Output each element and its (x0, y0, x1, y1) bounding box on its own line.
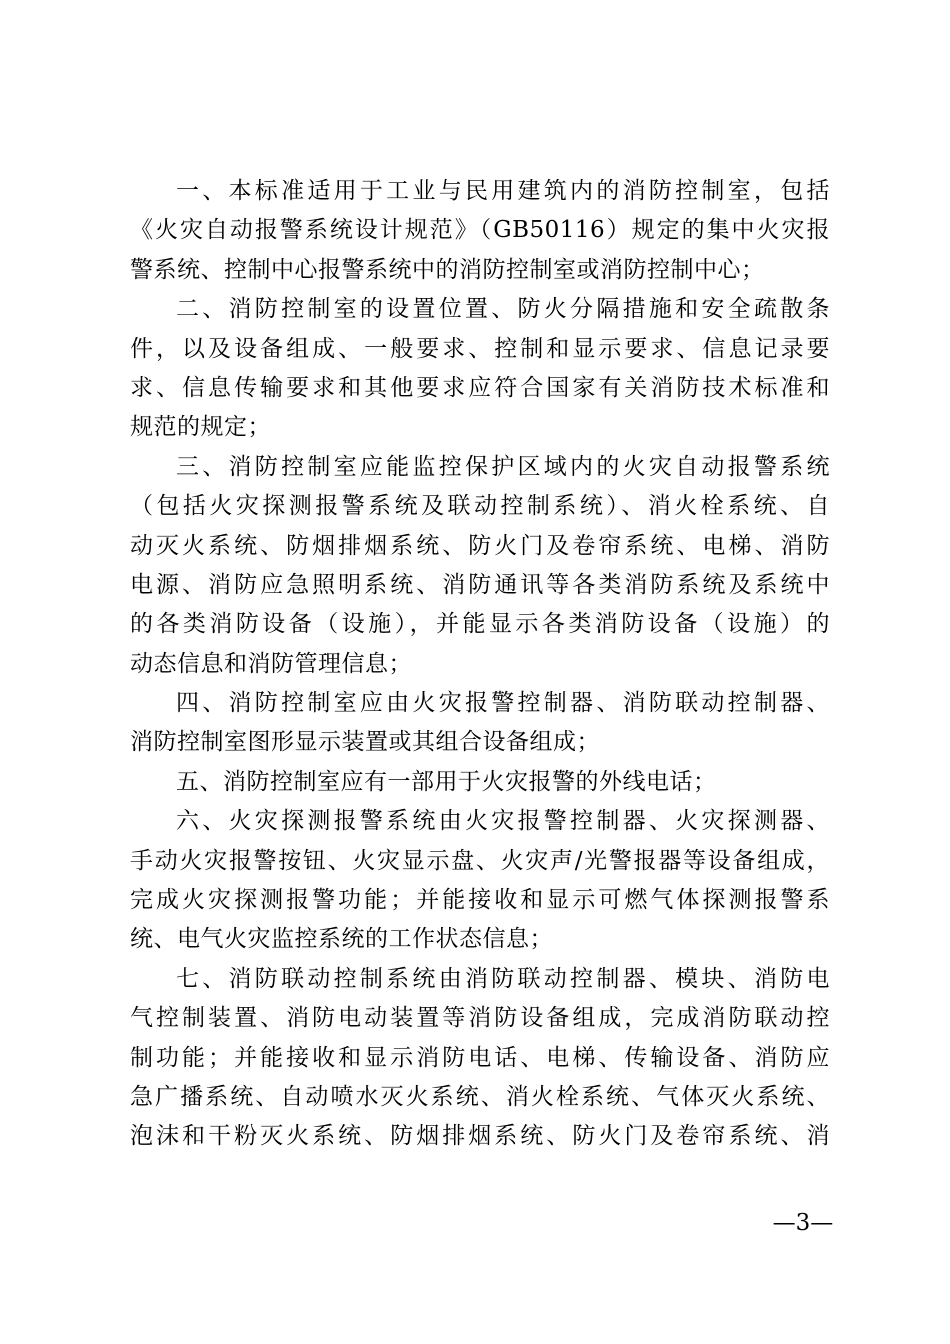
paragraph-6-line-1: 六、火灾探测报警系统由火灾报警控制器、火灾探测器、 (176, 808, 830, 835)
paragraph-7-line-4: 急广播系统、自动喷水灭火系统、消火栓系统、气体灭火系统、 (130, 1083, 830, 1110)
paragraph-7-line-3: 制功能；并能接收和显示消防电话、电梯、传输设备、消防应 (130, 1044, 830, 1071)
paragraph-3-line-3: 动灭火系统、防烟排烟系统、防火门及卷帘系统、电梯、消防 (130, 532, 830, 559)
paragraph-6-line-4: 统、电气火灾监控系统的工作状态信息； (130, 926, 553, 953)
paragraph-2-line-4: 规范的规定； (130, 414, 271, 441)
paragraph-4-line-2: 消防控制室图形显示装置或其组合设备组成； (130, 729, 600, 756)
paragraph-3-line-4: 电源、消防应急照明系统、消防通讯等各类消防系统及系统中 (130, 571, 830, 598)
paragraph-7-line-2: 气控制装置、消防电动装置等消防设备组成，完成消防联动控 (130, 1005, 830, 1032)
paragraph-3-line-1: 三、消防控制室应能监控保护区域内的火灾自动报警系统 (176, 453, 830, 480)
paragraph-6-line-3: 完成火灾探测报警功能；并能接收和显示可燃气体探测报警系 (130, 887, 830, 914)
paragraph-3-line-2: （包括火灾探测报警系统及联动控制系统）、消火栓系统、自 (130, 493, 830, 520)
paragraph-7-line-1: 七、消防联动控制系统由消防联动控制器、模块、消防电 (176, 965, 830, 992)
paragraph-4-line-1: 四、消防控制室应由火灾报警控制器、消防联动控制器、 (176, 690, 830, 717)
paragraph-1-line-3: 警系统、控制中心报警系统中的消防控制室或消防控制中心； (130, 256, 765, 283)
paragraph-2-line-2: 件，以及设备组成、一般要求、控制和显示要求、信息记录要 (130, 335, 830, 362)
paragraph-3-line-5: 的各类消防设备（设施），并能显示各类消防设备（设施）的 (130, 611, 830, 638)
document-body (130, 172, 830, 1157)
paragraph-6-line-2: 手动火灾报警按钮、火灾显示盘、火灾声/光警报器等设备组成， (130, 847, 830, 874)
paragraph-2-line-1: 二、消防控制室的设置位置、防火分隔措施和安全疏散条 (176, 296, 830, 323)
paragraph-2-line-3: 求、信息传输要求和其他要求应符合国家有关消防技术标准和 (130, 374, 830, 401)
paragraph-1-line-1: 一、本标准适用于工业与民用建筑内的消防控制室，包括 (176, 178, 830, 204)
paragraph-1-line-2: 《火灾自动报警系统设计规范》（GB50116）规定的集中火灾报 (130, 217, 830, 244)
page-number: —3— (772, 1210, 834, 1236)
paragraph-3-line-6: 动态信息和消防管理信息； (130, 650, 412, 677)
paragraph-7-line-5: 泡沫和干粉灭火系统、防烟排烟系统、防火门及卷帘系统、消 (130, 1123, 830, 1150)
paragraph-5-line-1: 五、消防控制室应有一部用于火灾报警的外线电话； (176, 768, 717, 795)
